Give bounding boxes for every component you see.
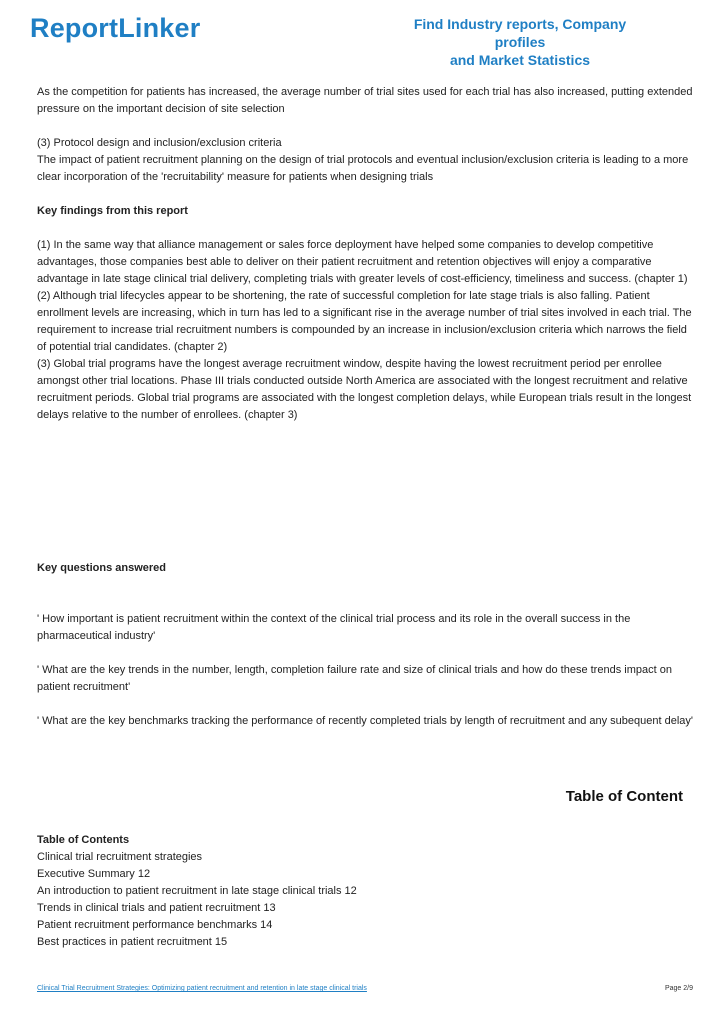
toc-item: Patient recruitment performance benchmarks 14 [37, 919, 273, 931]
toc-title-row [0, 788, 728, 808]
page-footer [37, 982, 693, 996]
question-1: ' How important is patient recruitment within the context of the clinical trial process and its role in the overall success in the pharmaceutical industry' [37, 613, 631, 642]
report-body [37, 84, 693, 730]
protocol-design-heading: (3) Protocol design and inclusion/exclusion criteria [37, 137, 282, 149]
toc-list-heading: Table of Contents [37, 834, 130, 846]
toc-item: Executive Summary 12 [37, 868, 151, 880]
footer-report-link[interactable]: Clinical Trial Recruitment Strategies: Optimizing patient recruitment and retention in late stage clinical trials [37, 985, 367, 992]
question-3: ' What are the key benchmarks tracking the performance of recently completed trials by length of recruitment and any subequent delay' [37, 715, 693, 727]
reportlinker-logo[interactable]: ReportLinker [30, 13, 201, 43]
toc-item: Trends in clinical trials and patient recruitment 13 [37, 902, 276, 914]
tagline-line-1: Find Industry reports, Company profiles [413, 16, 627, 50]
toc-item: An introduction to patient recruitment in late stage clinical trials 12 [37, 885, 357, 897]
page-number: Page 2/9 [664, 985, 693, 992]
key-questions-heading: Key questions answered [37, 562, 166, 574]
key-findings-heading: Key findings from this report [37, 205, 188, 217]
header-tagline [388, 15, 652, 69]
paragraph-site-selection: As the competition for patients has increased, the average number of trial sites used for each trial has also increased, putting extended pressure on the important decision of site selection [37, 86, 693, 115]
finding-2: (2) Although trial lifecycles appear to be shortening, the rate of successful completion for late stage trials is also falling. Patient enrollment levels are increasing, which in turn has led to a significant rise in the average number of trial sites involved in each trial. The requirement to increase trial recruitment numbers is compounded by an increase in inclusion/exclusion criteria which narrows the field of potential trial candidates. (chapter 2) [37, 290, 692, 353]
finding-3: (3) Global trial programs have the longest average recruitment window, despite having the lowest recruitment period per enrollee amongst other trial locations. Phase III trials conducted outside North America are associated with the longest recruitment and relative recruitment periods. Global trial programs are associated with the longest completion delays, while European trials result in the longest delays relative to the number of enrollees. (chapter 3) [37, 358, 692, 421]
toc-title: Table of Content [565, 788, 683, 805]
toc-item: Best practices in patient recruitment 15 [37, 936, 228, 948]
question-2: ' What are the key trends in the number, length, completion failure rate and size of clinical trials and how do these trends impact on patient recruitment' [37, 664, 672, 693]
toc-item: Clinical trial recruitment strategies [37, 851, 203, 863]
finding-1: (1) In the same way that alliance management or sales force deployment have helped some companies to develop competitive advantages, those companies best able to deliver on their patient recruitment and retention objectives will enjoy a comparative advantage in late stage clinical trial delivery, completing trials with greater levels of cost-efficiency, timeliness and success. (chapter 1) [37, 239, 688, 285]
tagline-line-2: and Market Statistics [449, 52, 591, 68]
paragraph-protocol-design: The impact of patient recruitment planning on the design of trial protocols and eventual inclusion/exclusion criteria is leading to a more clear incorporation of the 'recruitability' measure for patients when designing trials [37, 154, 689, 183]
toc-list [37, 832, 693, 951]
